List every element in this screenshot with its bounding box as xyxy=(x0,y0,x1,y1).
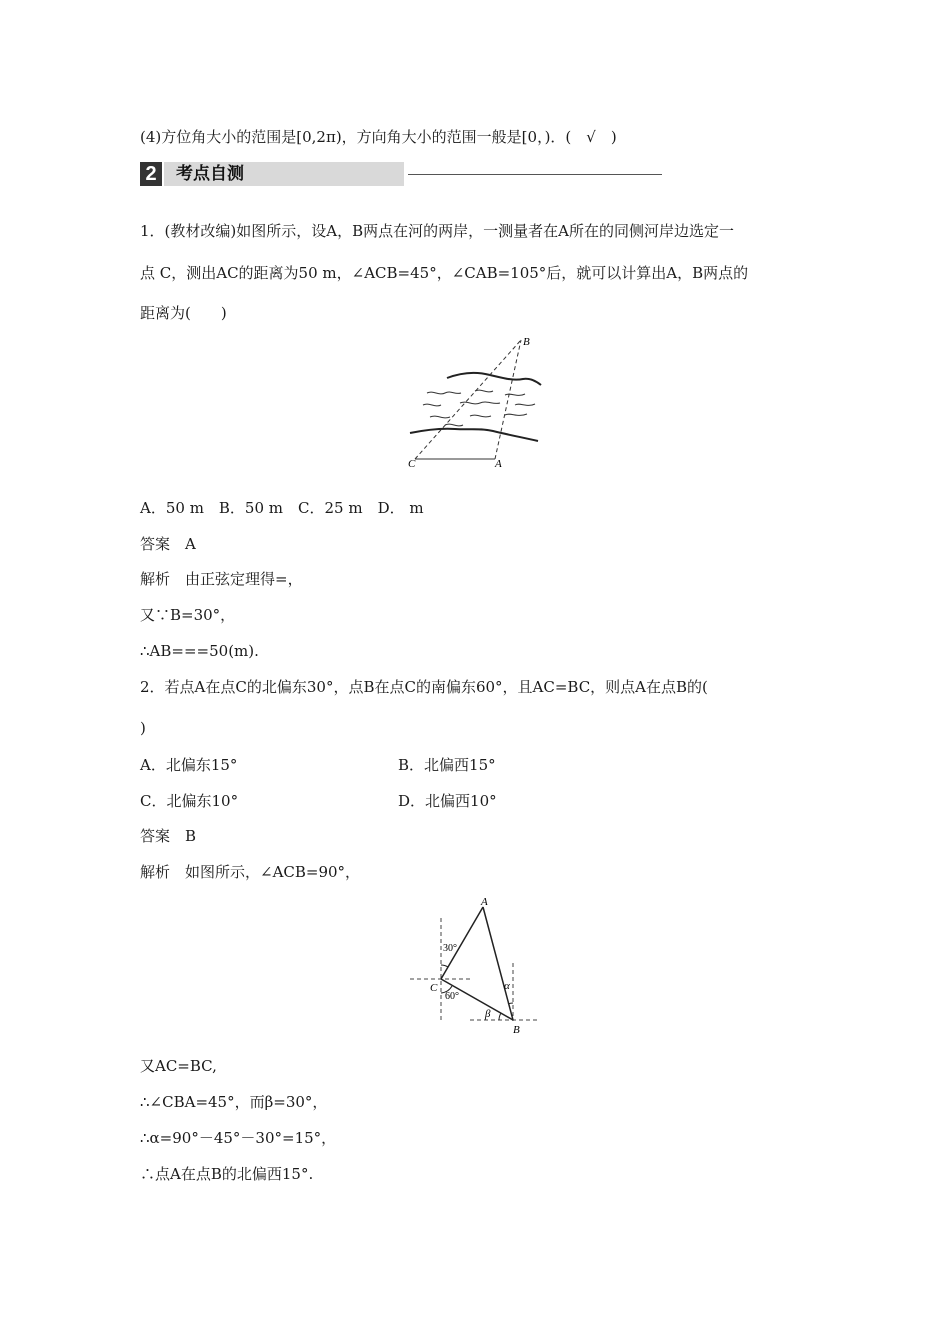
angle-arc-beta xyxy=(499,1013,501,1020)
q2-option-d: D．北偏西10° xyxy=(398,792,497,810)
river-bank-near xyxy=(410,429,538,441)
water-wave xyxy=(445,424,463,426)
section-header xyxy=(140,162,522,186)
q2-line-2: ) xyxy=(140,719,146,737)
q2-line-1: 2．若点A在点C的北偏东30°，点B在点C的南偏东60°，且AC=BC，则点A在点B的( xyxy=(140,678,708,696)
label-a: A xyxy=(481,896,488,908)
water-wave xyxy=(460,402,500,404)
water-wave xyxy=(430,416,450,418)
q2-after-4: ∴点A在点B的北偏西15°. xyxy=(140,1165,314,1183)
river-bank-far xyxy=(447,373,541,385)
label-angle-60: 60° xyxy=(445,991,459,1002)
q2-after-3: ∴α=90°－45°－30°=15°， xyxy=(140,1129,337,1147)
water-wave xyxy=(505,394,525,395)
label-alpha: α xyxy=(504,980,510,992)
label-beta: β xyxy=(485,1008,491,1020)
label-c: C xyxy=(430,982,438,994)
label-c: C xyxy=(408,458,416,470)
q1-analysis-1: 解析 由正弦定理得=， xyxy=(140,570,303,588)
section-rule xyxy=(408,174,662,175)
q1-line-3: 距离为( ) xyxy=(140,304,227,322)
section-title: 考点自测 xyxy=(176,164,244,184)
q2-analysis-1: 解析 如图所示，∠ACB=90°， xyxy=(140,863,361,881)
q2-option-c: C．北偏东10° xyxy=(140,792,239,810)
label-angle-30: 30° xyxy=(443,943,457,954)
section-number: 2 xyxy=(140,162,162,186)
label-a: A xyxy=(495,458,502,470)
q1-analysis-3: ∴AB===50(m). xyxy=(140,642,259,660)
water-wave xyxy=(515,404,535,405)
intro-statement: (4)方位角大小的范围是[0,2π)，方向角大小的范围一般是[0，)．( √ ) xyxy=(140,128,617,146)
q1-options: A．50 m B．50 m C．25 m D． m xyxy=(140,499,424,517)
label-b: B xyxy=(513,1024,520,1036)
q1-line-2: 点 C，测出AC的距离为50 m，∠ACB=45°，∠CAB=105°后，就可以计算出A，B两点的 xyxy=(140,264,749,282)
q2-after-1: 又AC=BC, xyxy=(140,1057,217,1075)
water-wave xyxy=(470,415,491,417)
line-ab xyxy=(495,340,521,459)
q1-answer: 答案 A xyxy=(140,535,196,553)
side-ab xyxy=(483,907,513,1020)
q2-answer: 答案 B xyxy=(140,827,197,845)
water-wave xyxy=(427,392,461,394)
water-wave xyxy=(475,390,493,392)
river-figure xyxy=(405,333,550,473)
q2-option-a: A．北偏东15° xyxy=(140,756,238,774)
angle-arc-30 xyxy=(441,965,448,967)
q2-after-2: ∴∠CBA=45°，而β=30°， xyxy=(140,1093,328,1111)
line-cb xyxy=(415,340,521,459)
direction-figure xyxy=(405,893,545,1038)
q1-line-1: 1．(教材改编)如图所示，设A，B两点在河的两岸，一测量者在A所在的同侧河岸边选定一 xyxy=(140,222,734,240)
label-b: B xyxy=(523,336,530,348)
q2-option-b: B．北偏西15° xyxy=(398,756,496,774)
q1-analysis-2: 又∵B=30°， xyxy=(140,606,236,624)
water-wave xyxy=(505,414,527,415)
water-wave xyxy=(423,404,441,406)
